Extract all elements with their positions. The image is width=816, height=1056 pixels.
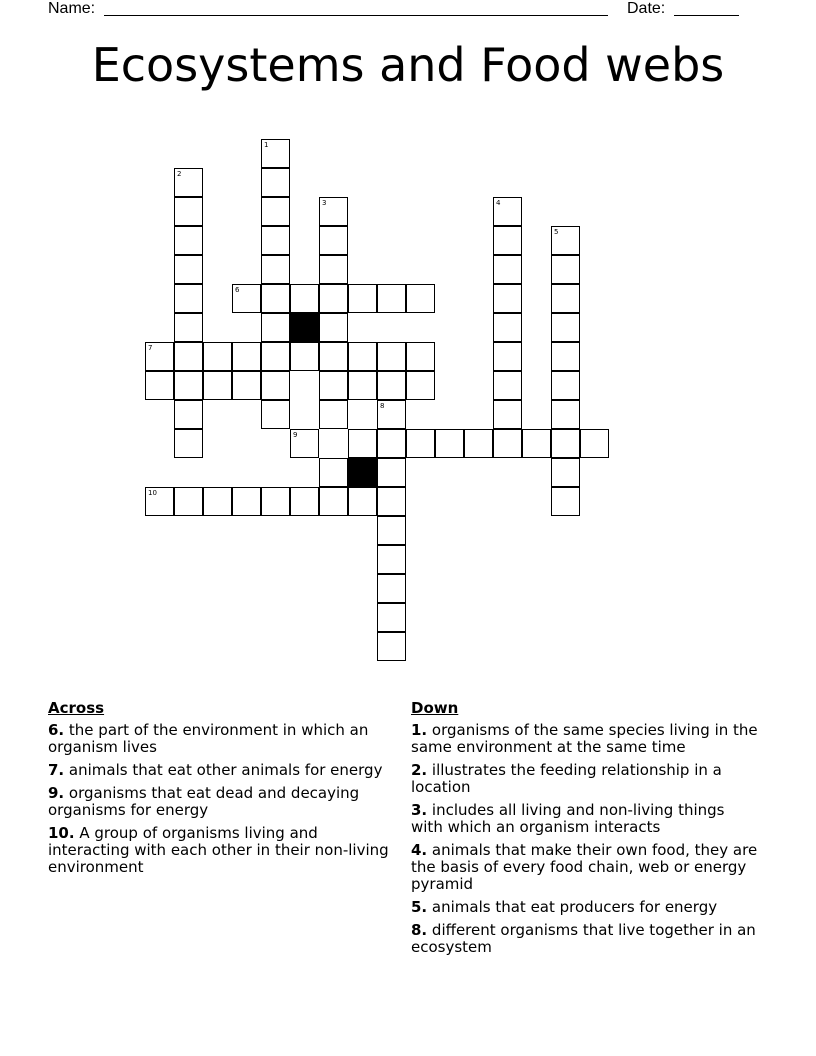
crossword-cell[interactable] xyxy=(145,487,174,516)
crossword-cell[interactable] xyxy=(493,400,522,429)
crossword-cell[interactable] xyxy=(232,371,261,400)
date-label: Date: xyxy=(627,0,666,17)
crossword-cell[interactable] xyxy=(261,226,290,255)
crossword-cell[interactable] xyxy=(377,516,406,545)
clue-text: animals that eat producers for energy xyxy=(431,898,718,916)
clue-down-8 xyxy=(411,922,761,956)
crossword-cell[interactable] xyxy=(377,429,406,458)
crossword-cell[interactable] xyxy=(551,284,580,313)
crossword-cell[interactable] xyxy=(319,371,348,400)
crossword-cell[interactable] xyxy=(377,342,406,371)
crossword-cell[interactable] xyxy=(551,458,580,487)
clue-text: A group of organisms living and interacting with each other in their non-living environment xyxy=(48,824,389,876)
crossword-cell[interactable] xyxy=(261,400,290,429)
clue-number: 1. xyxy=(411,721,428,739)
clue-text: the part of the environment in which an organism lives xyxy=(48,721,369,756)
crossword-cell[interactable] xyxy=(493,342,522,371)
clue-number: 9. xyxy=(48,784,65,802)
clue-number: 6. xyxy=(48,721,65,739)
crossword-cell[interactable] xyxy=(261,197,290,226)
crossword-cell[interactable] xyxy=(377,458,406,487)
crossword-cell[interactable] xyxy=(406,371,435,400)
crossword-cell[interactable] xyxy=(551,342,580,371)
clue-number: 4. xyxy=(411,841,428,859)
cell-number: 4 xyxy=(496,199,501,207)
crossword-cell[interactable] xyxy=(348,429,377,458)
name-label: Name: xyxy=(48,0,96,17)
crossword-cell[interactable] xyxy=(493,313,522,342)
crossword-cell[interactable] xyxy=(551,313,580,342)
crossword-cell[interactable] xyxy=(406,284,435,313)
crossword-cell[interactable] xyxy=(145,342,174,371)
crossword-cell[interactable] xyxy=(319,313,348,342)
crossword-cell[interactable] xyxy=(348,371,377,400)
crossword-cell[interactable] xyxy=(261,284,290,313)
crossword-cell[interactable] xyxy=(377,632,406,661)
crossword-cell[interactable] xyxy=(261,371,290,400)
clue-down-4 xyxy=(411,842,761,893)
crossword-cell[interactable] xyxy=(493,371,522,400)
crossword-cell[interactable] xyxy=(551,400,580,429)
crossword-cell[interactable] xyxy=(551,487,580,516)
clue-number: 10. xyxy=(48,824,75,842)
crossword-cell[interactable] xyxy=(377,574,406,603)
cell-number: 7 xyxy=(148,344,153,352)
clue-text: includes all living and non-living things with which an organism interacts xyxy=(411,801,725,836)
crossword-cell[interactable] xyxy=(377,400,406,429)
crossword-cell[interactable] xyxy=(493,197,522,226)
crossword-cell[interactable] xyxy=(348,284,377,313)
clue-number: 2. xyxy=(411,761,428,779)
crossword-cell[interactable] xyxy=(203,487,232,516)
clue-text: organisms of the same species living in the same environment at the same time xyxy=(411,721,758,756)
crossword-cell[interactable] xyxy=(261,255,290,284)
clue-down-2 xyxy=(411,762,761,796)
cell-number: 1 xyxy=(264,141,269,149)
crossword-cell[interactable] xyxy=(261,168,290,197)
cell-number: 5 xyxy=(554,228,559,236)
clue-text: illustrates the feeding relationship in a location xyxy=(411,761,722,796)
crossword-cell[interactable] xyxy=(290,342,319,371)
blocked-cell xyxy=(290,313,319,342)
crossword-cell[interactable] xyxy=(261,487,290,516)
clue-text: animals that eat other animals for energy xyxy=(68,761,383,779)
crossword-cell[interactable] xyxy=(174,342,203,371)
crossword-cell[interactable] xyxy=(174,313,203,342)
crossword-cell[interactable] xyxy=(174,284,203,313)
crossword-cell[interactable] xyxy=(551,371,580,400)
crossword-cell[interactable] xyxy=(377,284,406,313)
crossword-cell[interactable] xyxy=(348,342,377,371)
crossword-cell[interactable] xyxy=(319,487,348,516)
clue-across-10 xyxy=(48,825,393,876)
cell-number: 6 xyxy=(235,286,240,294)
cell-number: 9 xyxy=(293,431,298,439)
crossword-cell[interactable] xyxy=(493,429,522,458)
crossword-cell[interactable] xyxy=(493,284,522,313)
crossword-cell[interactable] xyxy=(174,168,203,197)
page-title: Ecosystems and Food webs xyxy=(91,38,725,92)
crossword-cell[interactable] xyxy=(174,371,203,400)
crossword-cell[interactable] xyxy=(290,487,319,516)
crossword-cell[interactable] xyxy=(319,226,348,255)
crossword-cell[interactable] xyxy=(522,429,551,458)
crossword-cell[interactable] xyxy=(232,487,261,516)
crossword-cell[interactable] xyxy=(145,371,174,400)
clue-number: 8. xyxy=(411,921,428,939)
crossword-cell[interactable] xyxy=(203,342,232,371)
crossword-cell[interactable] xyxy=(290,429,319,458)
crossword-cell[interactable] xyxy=(551,226,580,255)
crossword-cell[interactable] xyxy=(174,197,203,226)
clue-down-3 xyxy=(411,802,761,836)
crossword-cell[interactable] xyxy=(174,487,203,516)
crossword-cell[interactable] xyxy=(261,313,290,342)
crossword-cell[interactable] xyxy=(232,284,261,313)
clue-number: 7. xyxy=(48,761,65,779)
crossword-cell[interactable] xyxy=(406,429,435,458)
crossword-cell[interactable] xyxy=(493,255,522,284)
crossword-cell[interactable] xyxy=(174,255,203,284)
crossword-cell[interactable] xyxy=(319,458,348,487)
crossword-cell[interactable] xyxy=(580,429,609,458)
clue-text: animals that make their own food, they are the basis of every food chain, web or energy pyramid xyxy=(411,841,758,893)
clue-number: 5. xyxy=(411,898,428,916)
crossword-cell[interactable] xyxy=(551,429,580,458)
crossword-cell[interactable] xyxy=(435,429,464,458)
clue-down-5 xyxy=(411,899,761,916)
crossword-cell[interactable] xyxy=(174,400,203,429)
crossword-cell[interactable] xyxy=(377,545,406,574)
crossword-cell[interactable] xyxy=(174,429,203,458)
cell-number: 8 xyxy=(380,402,385,410)
clue-across-9 xyxy=(48,785,393,819)
crossword-cell[interactable] xyxy=(377,487,406,516)
cell-number: 2 xyxy=(177,170,182,178)
clue-text: different organisms that live together in an ecosystem xyxy=(411,921,756,956)
crossword-cell[interactable] xyxy=(551,255,580,284)
crossword-cell[interactable] xyxy=(261,342,290,371)
crossword-cell[interactable] xyxy=(174,226,203,255)
clue-down-1 xyxy=(411,722,761,756)
crossword-cell[interactable] xyxy=(319,255,348,284)
crossword-cell[interactable] xyxy=(464,429,493,458)
crossword-cell[interactable] xyxy=(203,371,232,400)
crossword-cell[interactable] xyxy=(319,342,348,371)
clue-across-6 xyxy=(48,722,393,756)
cell-number: 10 xyxy=(148,489,157,497)
cell-number: 3 xyxy=(322,199,327,207)
clue-across-7 xyxy=(48,762,393,779)
crossword-cell[interactable] xyxy=(377,603,406,632)
crossword-cell[interactable] xyxy=(261,139,290,168)
crossword-cell[interactable] xyxy=(348,487,377,516)
crossword-cell[interactable] xyxy=(377,371,406,400)
crossword-cell[interactable] xyxy=(406,342,435,371)
across-heading: Across xyxy=(48,699,105,717)
down-heading: Down xyxy=(411,699,459,717)
clue-number: 3. xyxy=(411,801,428,819)
crossword-cell[interactable] xyxy=(319,284,348,313)
crossword-cell[interactable] xyxy=(493,226,522,255)
crossword-cell[interactable] xyxy=(319,400,348,429)
crossword-cell[interactable] xyxy=(319,197,348,226)
clue-text: organisms that eat dead and decaying organisms for energy xyxy=(48,784,360,819)
blocked-cell xyxy=(348,458,377,487)
crossword-cell[interactable] xyxy=(290,284,319,313)
crossword-cell[interactable] xyxy=(232,342,261,371)
across-clues xyxy=(48,700,393,882)
down-clues xyxy=(411,700,761,962)
